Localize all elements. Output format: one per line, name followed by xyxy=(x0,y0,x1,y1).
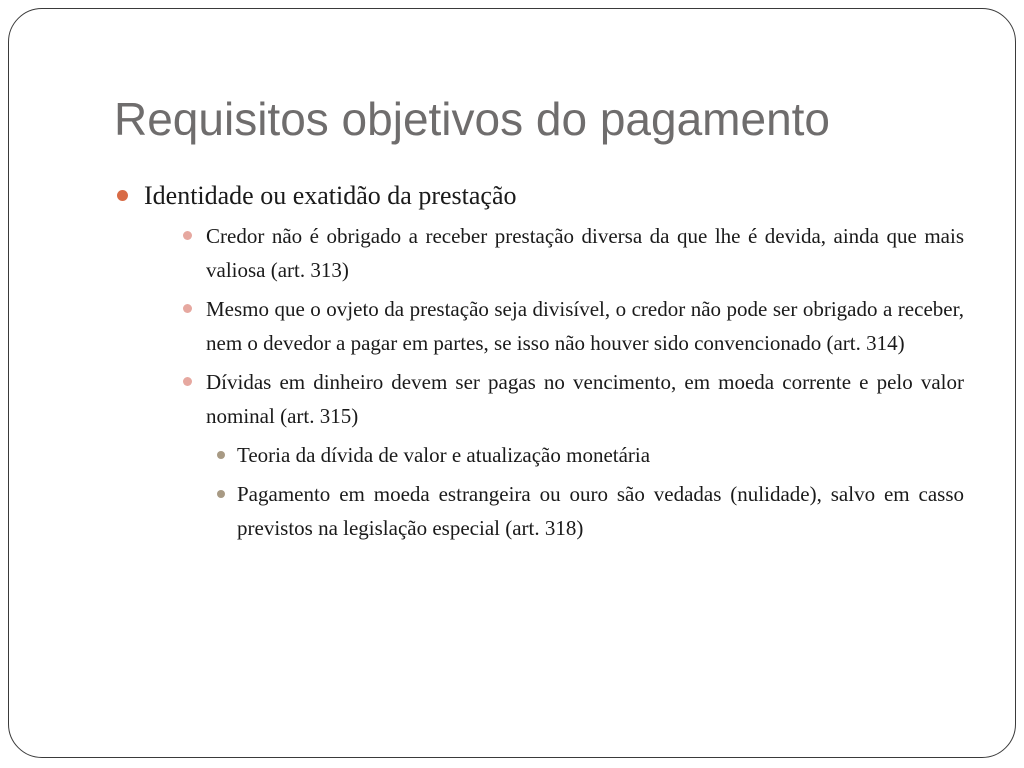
slide xyxy=(8,8,1016,758)
bullet-dot-icon xyxy=(183,231,192,240)
bullet-item-teoria xyxy=(237,438,964,472)
slide-content xyxy=(9,179,1017,550)
bullet-text: Mesmo que o ovjeto da prestação seja divisível, o credor não pode ser obrigado a receber, nem o devedor a pagar em partes, se isso não houver sido convencionado (art. 314) xyxy=(206,297,964,355)
bullet-dot-icon xyxy=(217,490,225,498)
bullet-item-art-314 xyxy=(206,292,964,360)
bullet-dot-icon xyxy=(183,377,192,386)
bullet-item-art-318 xyxy=(237,477,964,545)
bullet-item-art-315 xyxy=(206,365,964,433)
bullet-item-art-313 xyxy=(206,219,964,287)
bullet-text: Teoria da dívida de valor e atualização monetária xyxy=(237,443,651,467)
slide-title: Requisitos objetivos do pagamento xyxy=(114,93,831,145)
bullet-item-identidade xyxy=(144,179,964,213)
bullet-text: Dívidas em dinheiro devem ser pagas no vencimento, em moeda corrente e pelo valor nominal (art. 315) xyxy=(206,370,964,428)
bullet-text: Credor não é obrigado a receber prestação diversa da que lhe é devida, ainda que mais valiosa (art. 313) xyxy=(206,224,964,282)
bullet-dot-icon xyxy=(183,304,192,313)
bullet-dot-icon xyxy=(117,190,128,201)
bullet-text: Identidade ou exatidão da prestação xyxy=(144,181,517,210)
bullet-dot-icon xyxy=(217,451,225,459)
bullet-text: Pagamento em moeda estrangeira ou ouro são vedadas (nulidade), salvo em casso previstos na legislação especial (art. 318) xyxy=(237,482,964,540)
